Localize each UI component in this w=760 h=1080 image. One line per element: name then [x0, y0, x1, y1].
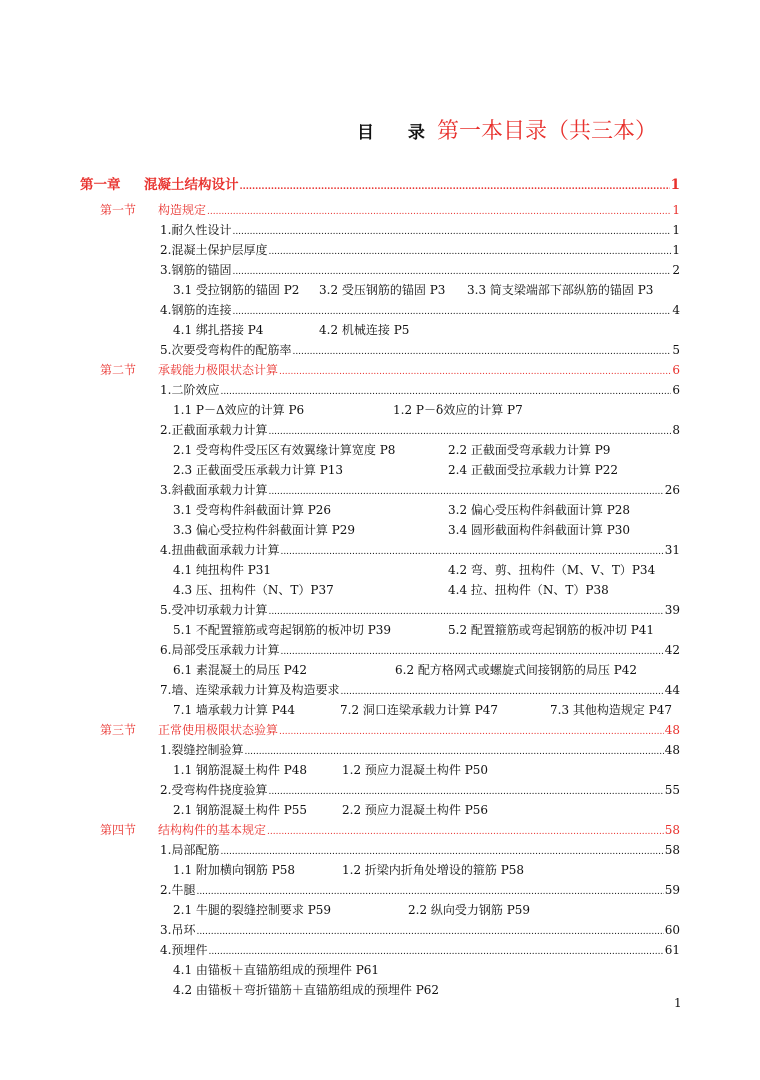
item-label: 2.混凝土保护层厚度: [160, 243, 268, 257]
sub-item[interactable]: 1.1 钢筋混凝土构件 P48: [173, 763, 308, 777]
item-label: 3.吊环: [160, 923, 196, 937]
item-page: 61: [664, 943, 680, 957]
toc-item[interactable]: [160, 480, 680, 500]
chapter-label: 混凝土结构设计: [144, 177, 239, 193]
leader-dots: [280, 640, 663, 662]
leader-dots: [232, 220, 671, 242]
item-page: 55: [664, 783, 680, 797]
section-page: 1: [672, 203, 680, 217]
leader-dots: [232, 260, 671, 282]
item-label: 4.钢筋的连接: [160, 303, 232, 317]
sub-item[interactable]: 3.3 简支梁端部下部纵筋的锚固 P3: [467, 283, 654, 297]
chapter-page: 1: [670, 177, 680, 193]
leader-dots: [232, 300, 671, 322]
sub-item[interactable]: 2.2 正截面受弯承载力计算 P9: [448, 443, 611, 457]
item-label: 1.局部配筋: [160, 843, 220, 857]
leader-dots: [292, 340, 671, 362]
leader-dots: [207, 200, 671, 222]
page-number: 1: [674, 996, 682, 1010]
toc-item[interactable]: [160, 540, 680, 560]
leader-dots: [280, 540, 663, 562]
leader-dots: [240, 175, 670, 197]
leader-dots: [340, 680, 663, 702]
toc-item[interactable]: [160, 260, 680, 280]
section-number: 第四节: [100, 823, 137, 837]
sub-item[interactable]: 2.1 受弯构件受压区有效翼缘计算宽度 P8: [173, 443, 396, 457]
item-page: 4: [672, 303, 680, 317]
section-entry[interactable]: [100, 720, 680, 740]
sub-item[interactable]: 5.2 配置箍筋或弯起钢筋的板冲切 P41: [448, 623, 655, 637]
item-label: 4.扭曲截面承载力计算: [160, 543, 280, 557]
leader-dots: [268, 780, 663, 802]
sub-item[interactable]: 1.2 P－δ效应的计算 P7: [393, 403, 523, 417]
section-entry[interactable]: [100, 200, 680, 220]
leader-dots: [279, 360, 671, 382]
item-page: 1: [672, 223, 680, 237]
item-page: 44: [664, 683, 680, 697]
item-label: 2.正截面承载力计算: [160, 423, 268, 437]
sub-item[interactable]: 4.4 拉、扭构件（N、T）P38: [448, 583, 609, 597]
leader-dots: [196, 920, 663, 942]
sub-item[interactable]: 7.3 其他构造规定 P47: [550, 703, 673, 717]
item-label: 2.受弯构件挠度验算: [160, 783, 268, 797]
item-label: 1.耐久性设计: [160, 223, 232, 237]
sub-item[interactable]: 6.2 配方格网式或螺旋式间接钢筋的局压 P42: [395, 663, 638, 677]
item-label: 5.次要受弯构件的配筋率: [160, 343, 292, 357]
section-page: 6: [672, 363, 680, 377]
leader-dots: [208, 940, 663, 962]
leader-dots: [220, 840, 663, 862]
item-label: 1.二阶效应: [160, 383, 220, 397]
sub-item[interactable]: 4.3 压、扭构件（N、T）P37: [173, 583, 334, 597]
sub-item[interactable]: 1.1 附加横向钢筋 P58: [173, 863, 296, 877]
toc-item[interactable]: [160, 840, 680, 860]
sub-item[interactable]: 7.2 洞口连梁承载力计算 P47: [340, 703, 499, 717]
item-page: 2: [672, 263, 680, 277]
item-page: 42: [664, 643, 680, 657]
item-label: 5.受冲切承载力计算: [160, 603, 268, 617]
sub-item[interactable]: 4.2 由锚板＋弯折锚筋＋直锚筋组成的预埋件 P62: [173, 983, 440, 997]
toc-item[interactable]: [160, 780, 680, 800]
item-page: 48: [664, 743, 680, 757]
item-page: 26: [664, 483, 680, 497]
section-label: 构造规定: [158, 203, 207, 217]
item-page: 6: [672, 383, 680, 397]
toc-item[interactable]: [160, 740, 680, 760]
sub-item[interactable]: 5.1 不配置箍筋或弯起钢筋的板冲切 P39: [173, 623, 392, 637]
sub-item[interactable]: 4.2 机械连接 P5: [319, 323, 410, 337]
toc-item[interactable]: [160, 300, 680, 320]
sub-item[interactable]: 4.2 弯、剪、扭构件（M、V、T）P34: [448, 563, 656, 577]
toc-item[interactable]: [160, 940, 680, 960]
item-label: 6.局部受压承载力计算: [160, 643, 280, 657]
sub-item[interactable]: 2.3 正截面受压承载力计算 P13: [173, 463, 344, 477]
sub-item[interactable]: 1.2 折梁内折角处增设的箍筋 P58: [342, 863, 525, 877]
toc-item[interactable]: [160, 220, 680, 240]
sub-item[interactable]: 3.2 受压钢筋的锚固 P3: [319, 283, 446, 297]
leader-dots: [279, 720, 664, 742]
sub-item[interactable]: 2.4 正截面受拉承载力计算 P22: [448, 463, 619, 477]
leader-dots: [244, 740, 663, 762]
leader-dots: [267, 820, 664, 842]
toc-item[interactable]: [160, 640, 680, 660]
leader-dots: [196, 880, 663, 902]
toc-item[interactable]: [160, 920, 680, 940]
sub-item[interactable]: 7.1 墙承载力计算 P44: [173, 703, 296, 717]
item-label: 3.斜截面承载力计算: [160, 483, 268, 497]
item-page: 39: [664, 603, 680, 617]
section-page: 58: [664, 823, 680, 837]
toc-item[interactable]: [160, 240, 680, 260]
item-page: 59: [664, 883, 680, 897]
toc-item[interactable]: [160, 340, 680, 360]
sub-item[interactable]: 2.1 钢筋混凝土构件 P55: [173, 803, 308, 817]
item-page: 60: [664, 923, 680, 937]
sub-item[interactable]: 4.1 绑扎搭接 P4: [173, 323, 264, 337]
section-number: 第三节: [100, 723, 137, 737]
item-page: 1: [672, 243, 680, 257]
toc-item[interactable]: [160, 880, 680, 900]
sub-item[interactable]: 6.1 素混凝土的局压 P42: [173, 663, 308, 677]
item-label: 1.裂缝控制验算: [160, 743, 244, 757]
leader-dots: [220, 380, 671, 402]
section-page: 48: [664, 723, 680, 737]
item-label: 3.钢筋的锚固: [160, 263, 232, 277]
leader-dots: [268, 420, 671, 442]
chapter-entry[interactable]: [80, 175, 680, 195]
toc-item[interactable]: [160, 380, 680, 400]
toc-item[interactable]: [160, 680, 680, 700]
sub-item[interactable]: 2.1 牛腿的裂缝控制要求 P59: [173, 903, 332, 917]
sub-item[interactable]: 4.1 纯扭构件 P31: [173, 563, 272, 577]
sub-item[interactable]: 2.2 预应力混凝土构件 P56: [342, 803, 489, 817]
sub-item[interactable]: 4.1 由锚板＋直锚筋组成的预埋件 P61: [173, 963, 380, 977]
sub-item[interactable]: 3.1 受弯构件斜截面计算 P26: [173, 503, 332, 517]
section-label: 正常使用极限状态验算: [158, 723, 279, 737]
item-page: 58: [664, 843, 680, 857]
chapter-number: 第一章: [80, 177, 121, 193]
sub-item[interactable]: 2.2 纵向受力钢筋 P59: [408, 903, 531, 917]
toc-item[interactable]: [160, 600, 680, 620]
sub-item[interactable]: 1.1 P－Δ效应的计算 P6: [173, 403, 305, 417]
toc-item[interactable]: [160, 420, 680, 440]
item-page: 8: [672, 423, 680, 437]
item-label: 4.预埋件: [160, 943, 208, 957]
section-entry[interactable]: [100, 360, 680, 380]
section-entry[interactable]: [100, 820, 680, 840]
section-label: 承载能力极限状态计算: [158, 363, 279, 377]
sub-item[interactable]: 3.1 受拉钢筋的锚固 P2: [173, 283, 300, 297]
section-number: 第二节: [100, 363, 137, 377]
item-label: 7.墙、连梁承载力计算及构造要求: [160, 683, 340, 697]
section-number: 第一节: [100, 203, 137, 217]
leader-dots: [268, 480, 663, 502]
section-label: 结构构件的基本规定: [158, 823, 267, 837]
leader-dots: [268, 240, 671, 262]
leader-dots: [268, 600, 663, 622]
sub-item[interactable]: 3.3 偏心受拉构件斜截面计算 P29: [173, 523, 356, 537]
title-sub: 第一本目录（共三本）: [437, 119, 658, 144]
sub-item[interactable]: 1.2 预应力混凝土构件 P50: [342, 763, 489, 777]
toc-title: [0, 114, 760, 148]
item-page: 31: [664, 543, 680, 557]
sub-item[interactable]: 3.2 偏心受压构件斜截面计算 P28: [448, 503, 631, 517]
title-main: 目 录: [357, 123, 439, 143]
sub-item[interactable]: 3.4 圆形截面构件斜截面计算 P30: [448, 523, 631, 537]
item-page: 5: [672, 343, 680, 357]
item-label: 2.牛腿: [160, 883, 196, 897]
